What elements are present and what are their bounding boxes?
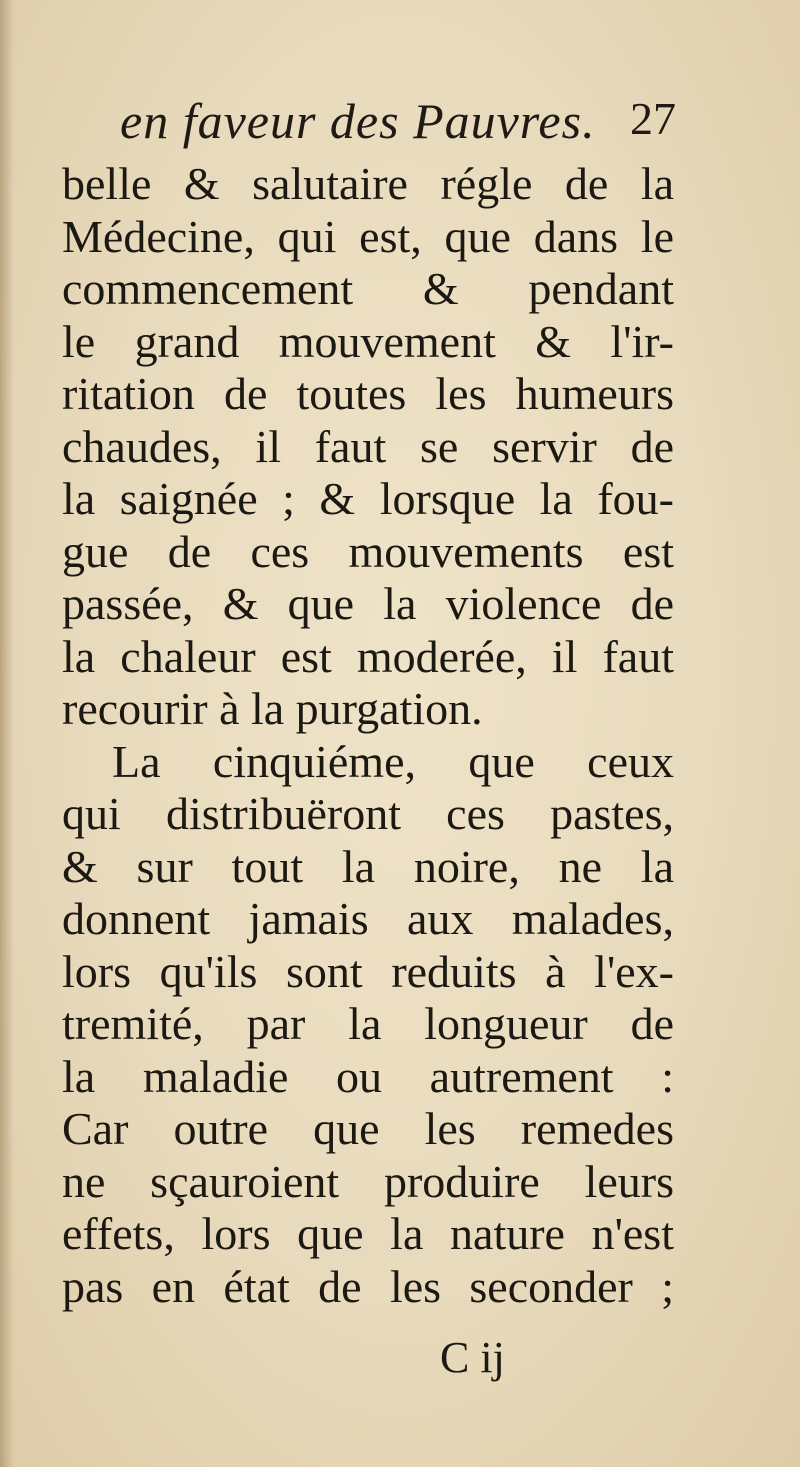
text-line: ne sçauroient produire leurs bbox=[62, 1155, 674, 1207]
signature-mark: C ij bbox=[440, 1333, 505, 1382]
text-line: & sur tout la noire, ne la bbox=[62, 840, 674, 892]
text-line: gue de ces mouvements est bbox=[62, 525, 674, 577]
text-line: qui distribuëront ces pastes, bbox=[62, 788, 674, 839]
text-line: tremité, par la longueur de bbox=[62, 998, 674, 1049]
text-line: lors qu'ils sont reduits à l'ex- bbox=[62, 945, 674, 997]
text-line: commencement & pendant bbox=[62, 263, 674, 314]
text-line: La cinquiéme, que ceux bbox=[112, 735, 674, 787]
text-line: pas en état de les seconder ; bbox=[62, 1260, 674, 1312]
spine-shadow bbox=[0, 0, 14, 1467]
text-line: la maladie ou autrement : bbox=[62, 1050, 674, 1102]
running-head bbox=[62, 92, 682, 162]
text-line: passée, & que la violence de bbox=[62, 578, 674, 629]
text-line: effets, lors que la nature n'est bbox=[62, 1208, 674, 1259]
text-line: ritation de toutes les humeurs bbox=[62, 368, 674, 419]
text-line: Médecine, qui est, que dans le bbox=[62, 210, 674, 262]
page-number: 27 bbox=[630, 93, 676, 144]
text-line: donnent jamais aux malades, bbox=[62, 893, 674, 944]
body-text bbox=[62, 158, 674, 1313]
text-line: recourir à la purgation. bbox=[62, 683, 483, 734]
text-line: belle & salutaire régle de la bbox=[62, 158, 674, 209]
text-line: le grand mouvement & l'ir- bbox=[62, 315, 674, 367]
text-line: la chaleur est moderée, il faut bbox=[62, 630, 674, 682]
running-title: en faveur des Pauvres. bbox=[120, 93, 596, 149]
text-line: chaudes, il faut se servir de bbox=[62, 420, 674, 472]
text-line: Car outre que les remedes bbox=[62, 1103, 674, 1154]
text-line: la saignée ; & lorsque la fou- bbox=[62, 473, 674, 524]
